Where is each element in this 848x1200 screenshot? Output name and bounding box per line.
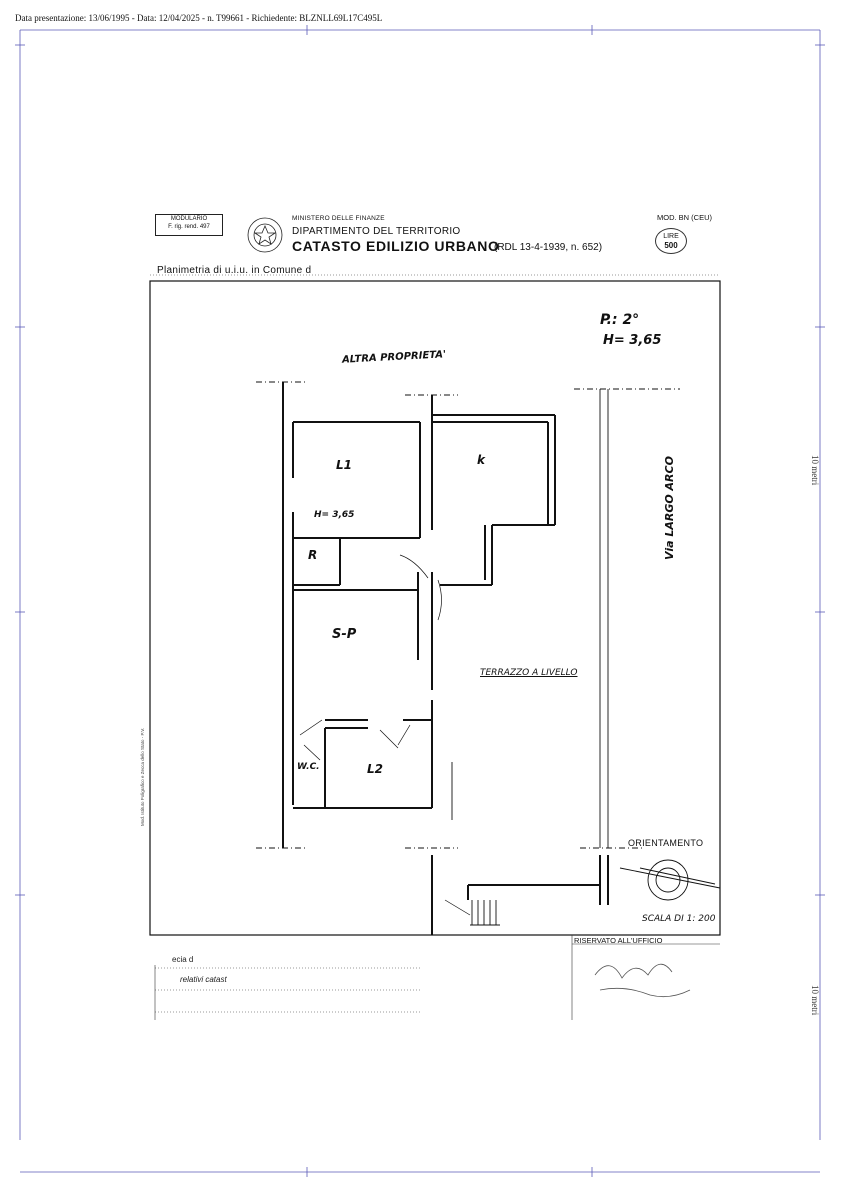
room-l2-label: L2 — [367, 762, 383, 776]
mod-code: MOD. BN (CEU) — [657, 213, 712, 222]
office-stamp-scribble — [595, 964, 690, 996]
ministry-title: MINISTERO DELLE FINANZE — [292, 215, 385, 222]
street-label: Via LARGO ARCO — [663, 456, 676, 560]
planimetria-line: Planimetria di u.i.u. in Comune d — [157, 265, 312, 276]
room-k-label: k — [477, 453, 485, 467]
height-label: H= 3,65 — [603, 333, 662, 348]
scale-side-label-bottom: 10 metri — [810, 985, 820, 1016]
footer-line2: relativi catast — [180, 975, 227, 984]
scale-side-label-top: 10 metri — [810, 455, 820, 486]
scale-label: SCALA DI 1: 200 — [642, 914, 716, 924]
floor-label: P.: 2° — [600, 312, 640, 328]
page-frame — [15, 25, 825, 1177]
room-sp-label: S-P — [332, 627, 357, 642]
plan-walls — [283, 382, 608, 935]
republic-emblem-icon — [248, 218, 282, 252]
department-title: DIPARTIMENTO DEL TERRITORIO — [292, 226, 461, 237]
modulario-line1: MODULARIO — [170, 216, 208, 222]
plan-border — [150, 281, 720, 935]
room-height-label: H= 3,65 — [314, 510, 355, 520]
room-r-label: R — [308, 548, 318, 562]
altra-proprieta-label: ALTRA PROPRIETA' — [341, 349, 447, 366]
room-wc-label: W.C. — [297, 762, 320, 772]
footer-line1: ecia d — [172, 955, 194, 964]
room-l1-label: L1 — [336, 458, 352, 472]
rdl-reference: (RDL 13-4-1939, n. 652) — [494, 242, 603, 253]
document-header-line: Data presentazione: 13/06/1995 - Data: 12/04/2025 - n. T99661 - Richiedente: BLZNLL69L17C495L — [15, 13, 383, 23]
terrace-label: TERRAZZO A LIVELLO — [480, 668, 578, 678]
lire-label: LIRE — [663, 233, 679, 240]
orientation-label: ORIENTAMENTO — [628, 838, 704, 848]
modulario-line2: F. rig. rend. 497 — [168, 224, 210, 230]
office-reserved-label: RISERVATO ALL'UFFICIO — [574, 936, 663, 945]
catasto-title: CATASTO EDILIZIO URBANO — [292, 238, 500, 254]
compass-rose-icon — [620, 860, 720, 900]
lire-value: 500 — [664, 241, 678, 250]
printer-note: Mod. Istituto Poligrafico e Zecca dello Stato - P.V. — [140, 727, 145, 826]
modulario-box — [155, 214, 223, 236]
lire-stamp — [655, 228, 687, 254]
